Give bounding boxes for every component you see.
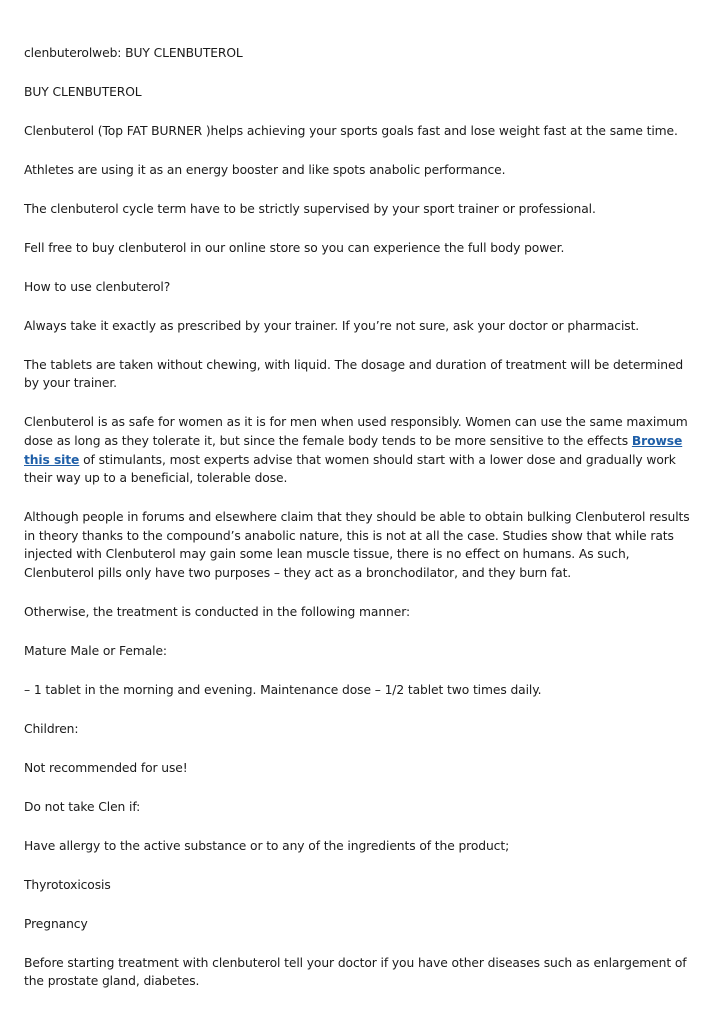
intro-paragraph: Clenbuterol (Top FAT BURNER )helps achieving your sports goals fast and lose weight fast at the same time. [24,123,678,138]
buy-paragraph: Fell free to buy clenbuterol in our online store so you can experience the full body power. [24,240,565,255]
thyrotoxicosis-item: Thyrotoxicosis [24,877,111,892]
safety-paragraph [24,413,696,487]
not-recommended-paragraph: Not recommended for use! [24,760,188,775]
cycle-paragraph: The clenbuterol cycle term have to be strictly supervised by your sport trainer or professional. [24,201,596,216]
document-body [24,44,696,1011]
safety-text-before-link: Clenbuterol is as safe for women as it is for men when used responsibly. Women can use the same maximum dose as long as they tolerate it, but since the female body tends to be more sensitive to the effects [24,415,688,449]
allergy-paragraph: Have allergy to the active substance or to any of the ingredients of the product; [24,838,510,853]
otherwise-paragraph: Otherwise, the treatment is conducted in the following manner: [24,604,410,619]
dose-paragraph: – 1 tablet in the morning and evening. Maintenance dose – 1/2 tablet two times daily. [24,682,542,697]
pregnancy-item: Pregnancy [24,916,88,931]
safety-text-after-link: of stimulants, most experts advise that women should start with a lower dose and gradually work their way up to a beneficial, tolerable dose. [24,452,676,486]
always-paragraph: Always take it exactly as prescribed by your trainer. If you’re not sure, ask your doctor or pharmacist. [24,318,640,333]
before-treatment-paragraph: Before starting treatment with clenbuterol tell your doctor if you have other diseases such as enlargement of the prostate gland, diabetes. [24,955,687,989]
document-title: BUY CLENBUTEROL [24,84,142,99]
children-heading: Children: [24,721,79,736]
tablets-paragraph: The tablets are taken without chewing, with liquid. The dosage and duration of treatment will be determined by your trainer. [24,357,684,391]
browse-this-site-link[interactable]: Browse this site [24,434,683,467]
how-to-use-heading: How to use clenbuterol? [24,279,171,294]
forums-paragraph: Although people in forums and elsewhere claim that they should be able to obtain bulking Clenbuterol results in theory thanks to the compound’s anabolic nature, this is not at all the case. Studies show that while rats injected with Clenbuterol may gain some lean muscle tissue, there is no effect on humans. As such, Clenbuterol pills only have two purposes – they act as a bronchodilator, and they burn fat. [24,510,690,580]
mature-heading: Mature Male or Female: [24,643,167,658]
document-header: clenbuterolweb: BUY CLENBUTEROL [24,46,243,60]
athletes-paragraph: Athletes are using it as an energy booster and like spots anabolic performance. [24,162,506,177]
do-not-take-heading: Do not take Clen if: [24,799,141,814]
